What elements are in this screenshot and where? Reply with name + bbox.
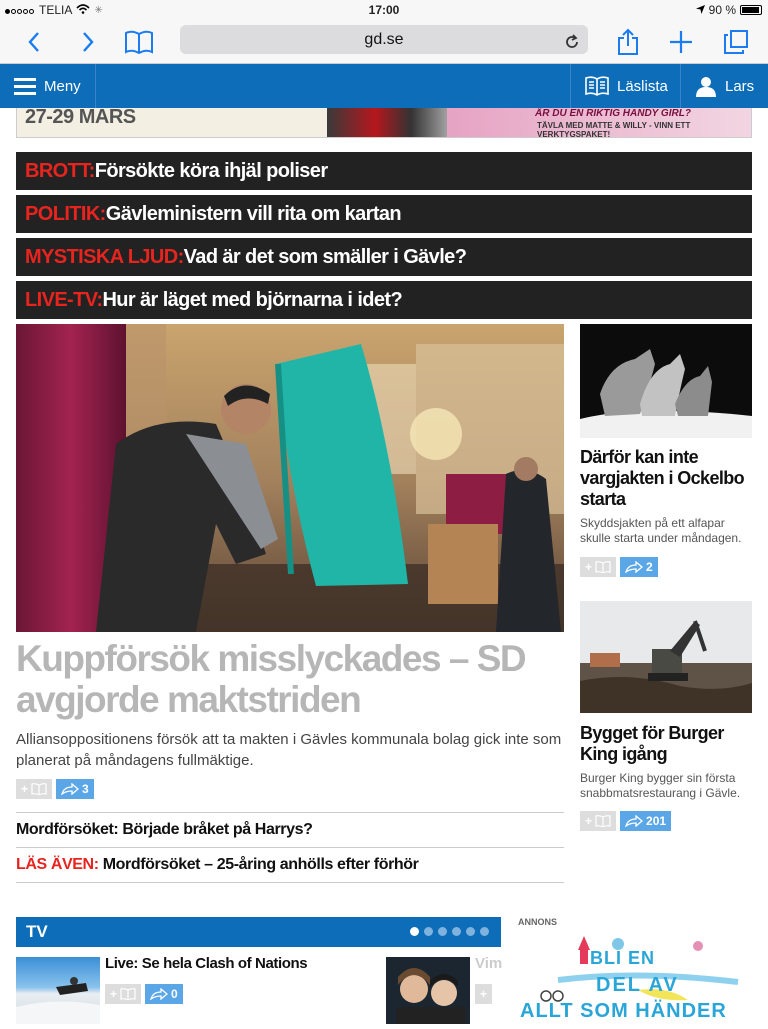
main-article-lede: Alliansoppositionens försök att ta makten i Gävles kommunala bolag gick inte som planerat på måndagens fullmäktige. xyxy=(16,731,562,769)
tv-item-actions xyxy=(105,984,183,1004)
carousel-dot[interactable] xyxy=(480,927,489,936)
ad-label: ANNONS xyxy=(518,917,558,927)
share-count-button[interactable] xyxy=(620,811,671,831)
carousel-dot[interactable] xyxy=(452,927,461,936)
headline-kicker: MYSTISKA LJUD: xyxy=(25,246,184,268)
user-label: Lars xyxy=(725,77,755,95)
chevron-left-icon xyxy=(27,31,41,53)
headline-text: Gävleministern vill rita om kartan xyxy=(105,203,402,225)
headline-text: Hur är läget med björnarna i idet? xyxy=(102,289,403,311)
add-to-readlist-button[interactable]: + xyxy=(16,779,52,799)
share-count: 2 xyxy=(646,560,653,574)
readlist-label: Läslista xyxy=(617,77,668,95)
banner-tool-image xyxy=(327,108,447,138)
related-kicker: LÄS ÄVEN: xyxy=(16,856,99,873)
banner-ad-line1: ÄR DU EN RIKTIG HANDY GIRL? xyxy=(535,108,691,119)
tv-section-header xyxy=(16,917,501,947)
carousel-dot[interactable] xyxy=(466,927,475,936)
ad-text-line1: BLI EN xyxy=(590,948,656,968)
share-arrow-icon xyxy=(625,815,643,827)
fans-photo xyxy=(386,957,470,1024)
readlist-icon xyxy=(31,783,47,795)
headline-kicker: POLITIK: xyxy=(25,203,106,225)
voting-booth-photo xyxy=(16,324,564,632)
share-arrow-icon xyxy=(150,988,168,1000)
side-article-actions xyxy=(580,557,658,577)
share-count: 3 xyxy=(82,782,89,796)
location-icon xyxy=(696,3,705,17)
snowmobile-photo xyxy=(16,957,100,1024)
menu-button[interactable] xyxy=(0,64,96,108)
carousel-dots[interactable] xyxy=(410,927,489,936)
banner-ad-line2: TÄVLA MED MATTE & WILLY - VINN ETT VERKTYGSPAKET! xyxy=(537,121,691,138)
new-tab-button[interactable] xyxy=(665,26,697,58)
related-link[interactable] xyxy=(16,812,564,847)
side-article-title[interactable]: Därför kan inte vargjakten i Ockelbo starta xyxy=(580,447,745,509)
side-article-text: Skyddsjakten på ett alfapar skulle starta under måndagen. xyxy=(580,516,742,545)
user-icon xyxy=(695,75,717,97)
ad-text-line3: ALLT SOM HÄNDER xyxy=(520,1000,727,1022)
browser-toolbar xyxy=(0,20,768,64)
side-article-image[interactable] xyxy=(580,324,752,438)
tv-item-title[interactable]: Vim xyxy=(475,955,503,972)
side-article-actions xyxy=(580,811,671,831)
banner-dates: 27-29 MARS xyxy=(25,108,136,128)
carrier-label: TELIA xyxy=(39,3,73,17)
headline-kicker: LIVE-TV: xyxy=(25,289,103,311)
bookmarks-button[interactable] xyxy=(123,26,155,58)
related-text: Mordförsöket: Började bråket på Harrys? xyxy=(16,821,313,838)
headline-link[interactable] xyxy=(16,152,752,190)
tv-item-title[interactable]: Live: Se hela Clash of Nations xyxy=(105,955,308,972)
tabs-button[interactable] xyxy=(720,26,752,58)
activity-icon: ✳ xyxy=(94,4,103,16)
site-navbar xyxy=(0,64,768,108)
plus-icon xyxy=(669,30,693,54)
wolves-photo xyxy=(580,324,752,438)
book-icon xyxy=(124,30,154,54)
hamburger-icon xyxy=(14,77,36,95)
side-article-image[interactable] xyxy=(580,601,752,713)
readlist-icon xyxy=(585,76,609,96)
top-banner-ad[interactable] xyxy=(16,108,752,138)
reload-button[interactable] xyxy=(564,31,580,60)
share-arrow-icon xyxy=(625,561,643,573)
address-bar[interactable] xyxy=(180,25,588,54)
main-article-image[interactable] xyxy=(16,324,564,632)
tabs-icon xyxy=(723,29,749,55)
carousel-dot[interactable] xyxy=(438,927,447,936)
share-count: 201 xyxy=(646,814,667,828)
headline-link[interactable] xyxy=(16,195,752,233)
carousel-dot[interactable] xyxy=(424,927,433,936)
excavator-photo xyxy=(580,601,752,713)
headline-text: Försökte köra ihjäl poliser xyxy=(94,160,328,182)
add-to-readlist-button[interactable]: + xyxy=(580,811,616,831)
share-icon xyxy=(617,28,639,56)
user-button[interactable] xyxy=(680,64,768,108)
carousel-dot[interactable] xyxy=(410,927,419,936)
headline-kicker: BROTT: xyxy=(25,160,95,182)
battery-icon xyxy=(740,5,762,15)
share-button[interactable] xyxy=(612,26,644,58)
side-advertisement[interactable] xyxy=(518,930,758,1024)
related-link[interactable] xyxy=(16,847,564,883)
readlist-icon xyxy=(595,561,611,573)
chevron-right-icon xyxy=(81,31,95,53)
side-article-text: Burger King bygger sin första snabbmatsrestaurang i Gävle. xyxy=(580,771,741,800)
related-text: Mordförsöket – 25-åring anhölls efter förhör xyxy=(102,856,419,873)
reload-icon xyxy=(564,34,580,50)
readlist-icon xyxy=(120,988,136,1000)
share-count-button[interactable] xyxy=(620,557,658,577)
headline-text: Vad är det som smäller i Gävle? xyxy=(183,246,467,268)
menu-label: Meny xyxy=(44,77,81,95)
tv-item-thumbnail[interactable] xyxy=(16,957,100,1024)
tv-label: TV xyxy=(26,922,48,941)
share-count: 0 xyxy=(171,987,178,1001)
main-article-title[interactable]: Kuppförsök misslyckades – SD avgjorde maktstriden xyxy=(16,638,526,720)
side-article-title[interactable]: Bygget för Burger King igång xyxy=(580,723,724,764)
readlist-icon xyxy=(595,815,611,827)
tv-item-thumbnail[interactable] xyxy=(386,957,470,1024)
tv-item-actions xyxy=(475,984,501,1004)
headline-link[interactable] xyxy=(16,281,752,319)
add-to-readlist-button[interactable]: + xyxy=(475,984,492,1004)
back-button[interactable] xyxy=(18,26,50,58)
url-text: gd.se xyxy=(364,31,404,48)
share-count-button[interactable] xyxy=(145,984,183,1004)
ad-text-line2: DEL AV xyxy=(596,974,679,996)
battery-percent: 90 % xyxy=(708,3,736,17)
add-to-readlist-button[interactable]: + xyxy=(580,557,616,577)
status-bar xyxy=(0,0,768,20)
share-arrow-icon xyxy=(61,783,79,795)
readlist-button[interactable] xyxy=(570,64,680,108)
forward-button[interactable] xyxy=(72,26,104,58)
main-article-actions xyxy=(16,779,94,799)
add-to-readlist-button[interactable]: + xyxy=(105,984,141,1004)
clock: 17:00 xyxy=(368,3,400,17)
headline-link[interactable] xyxy=(16,238,752,276)
share-count-button[interactable] xyxy=(56,779,94,799)
